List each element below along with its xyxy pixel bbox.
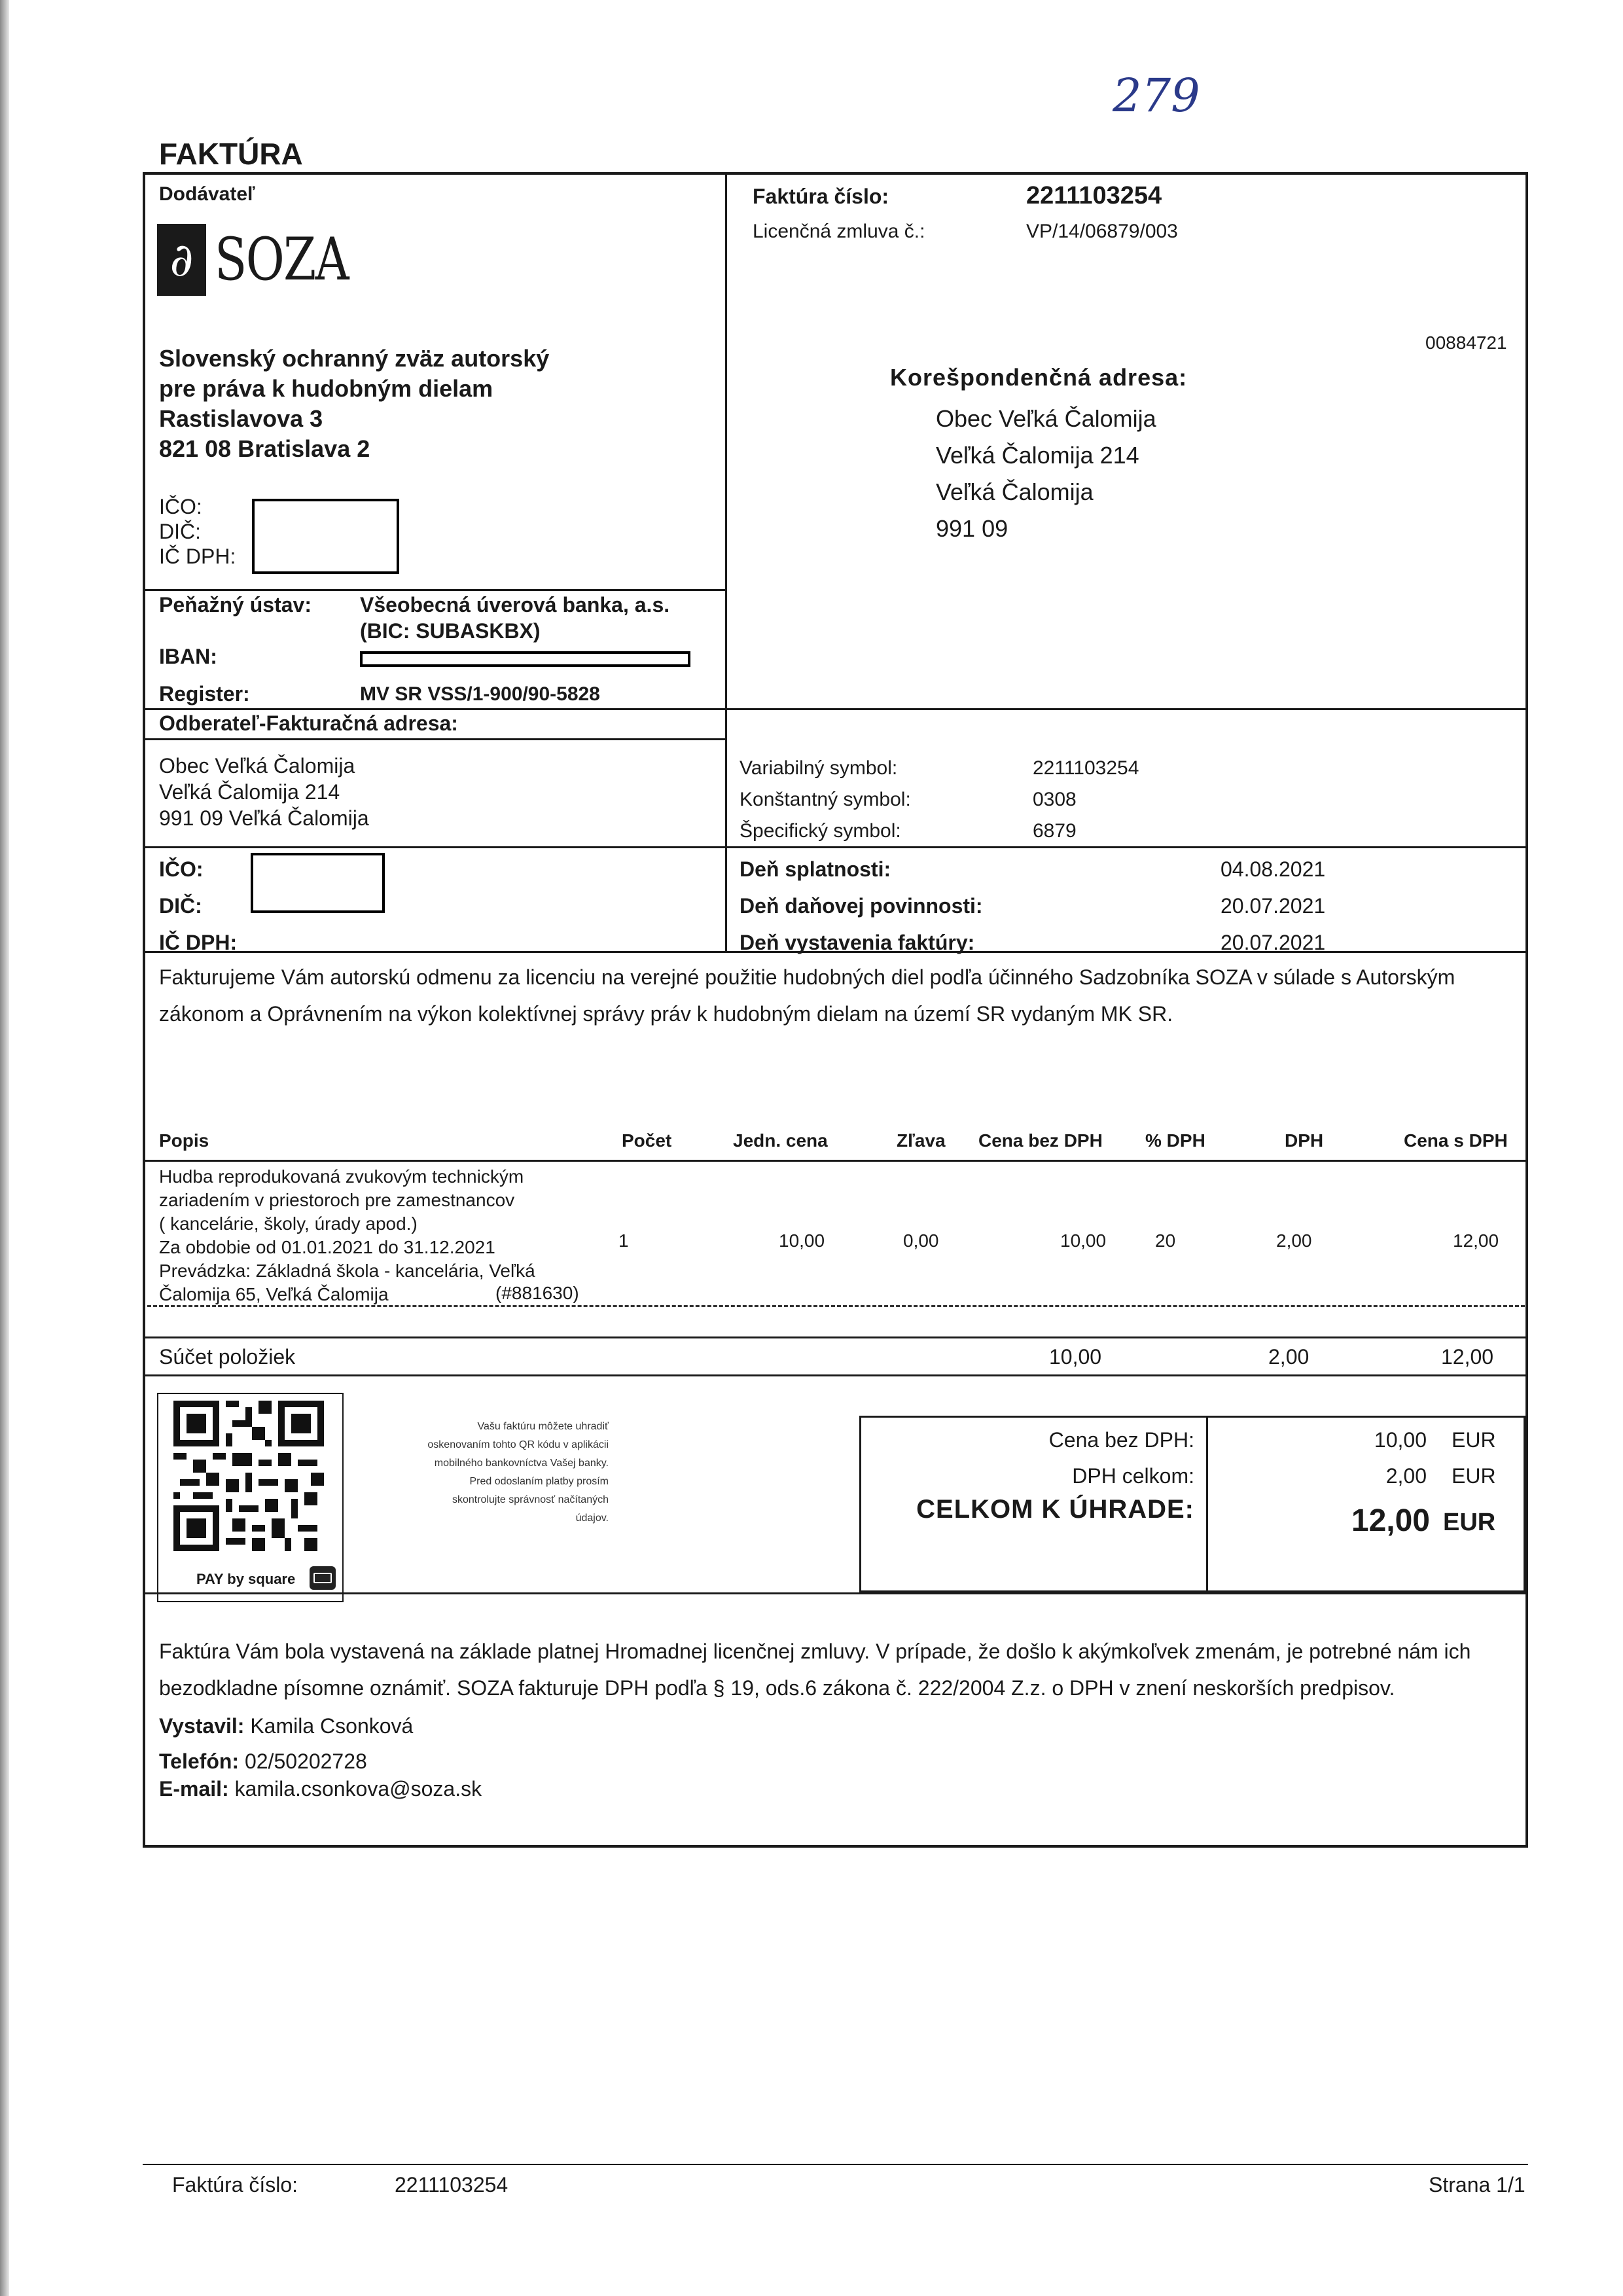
customer-line: Obec Veľká Čalomija [159, 754, 355, 778]
table-row [159, 1165, 535, 1306]
soza-logo [157, 224, 348, 302]
reference-code: 00884721 [1425, 332, 1507, 353]
supplier-icdph-label: IČ DPH: [159, 545, 236, 568]
tax-date-label: Deň daňovej povinnosti: [740, 894, 983, 918]
row-vat-pct: 20 [1155, 1230, 1176, 1251]
row-description-line: zariadením v priestoroch pre zamestnancov [159, 1190, 515, 1210]
intro-line: Fakturujeme Vám autorskú odmenu za licenciu na verejné použitie hudobných diel podľa účinného Sadzobníka SOZA v súlade s Autorským [159, 965, 1455, 989]
row-unit-price: 10,00 [779, 1230, 825, 1251]
totals-divider [1206, 1416, 1208, 1592]
customer-heading: Odberateľ-Fakturačná adresa: [159, 711, 458, 735]
row-description-line: Za obdobie od 01.01.2021 do 31.12.2021 [159, 1237, 495, 1257]
row-net: 10,00 [1060, 1230, 1107, 1251]
row-discount: 0,00 [903, 1230, 939, 1251]
divider-customer-heading [143, 738, 725, 740]
intro-text [159, 959, 1455, 1032]
dates-labels [740, 851, 983, 961]
register-value: MV SR VSS/1-900/90-5828 [360, 683, 600, 705]
issue-date-value: 20.07.2021 [1221, 931, 1326, 954]
totals-total-currency: EUR [1443, 1509, 1496, 1536]
qr-instruction-line: mobilného bankovníctva Vašej banky. [434, 1458, 609, 1469]
symbols-labels [740, 753, 911, 847]
page-footer-rule [143, 2164, 1528, 2165]
pay-by-square-label: PAY by square [196, 1571, 296, 1587]
supplier-tax-labels [159, 494, 236, 569]
invoice-number-value: 2211103254 [1026, 182, 1162, 209]
bank-value: Všeobecná úverová banka, a.s. [360, 593, 670, 617]
issued-by-label: Vystavil: [159, 1714, 245, 1738]
iban-label: IBAN: [159, 645, 217, 668]
sum-label: Súčet položiek [159, 1345, 296, 1369]
intro-line: zákonom a Oprávnením na výkon kolektívnej správy práv k hudobným dielam na území SR vydaným MK SR. [159, 1002, 1173, 1026]
phone-label: Telefón: [159, 1749, 240, 1773]
sum-vat: 2,00 [1268, 1345, 1310, 1369]
supplier-line: pre práva k hudobným dielam [159, 375, 493, 402]
customer-icdph-label: IČ DPH: [159, 931, 238, 954]
row-count: 1 [618, 1230, 629, 1251]
email-value: kamila.csonkova@soza.sk [234, 1777, 482, 1801]
customer-dic-label: DIČ: [159, 894, 202, 918]
col-header-vat-pct: % DPH [1145, 1130, 1205, 1151]
correspondence-line: Veľká Čalomija 214 [936, 442, 1139, 469]
supplier-heading: Dodávateľ [159, 183, 255, 205]
correspondence-heading: Korešpondenčná adresa: [890, 364, 1188, 391]
supplier-dic-label: DIČ: [159, 520, 201, 543]
customer-line: 991 09 Veľká Čalomija [159, 806, 369, 830]
divider-customer [143, 708, 1528, 710]
specific-symbol-value: 6879 [1033, 820, 1077, 842]
supplier-line: Slovenský ochranný zväz autorský [159, 345, 550, 372]
col-header-discount: Zľava [897, 1130, 946, 1151]
due-date-value: 04.08.2021 [1221, 857, 1326, 881]
soza-logo-text: SOZA [215, 225, 348, 294]
invoice-number-label: Faktúra číslo: [753, 185, 889, 208]
totals-net-currency: EUR [1452, 1428, 1496, 1452]
redacted-supplier-tax-ids [252, 499, 399, 574]
footer-note-line: bezodkladne písomne oznámiť. SOZA fakturuje DPH podľa § 19, ods.6 zákona č. 222/2004 Z.z. o DPH v znení neskorších predpisov. [159, 1676, 1395, 1700]
col-header-unit-price: Jedn. cena [733, 1130, 828, 1151]
divider-after-sum [143, 1374, 1528, 1376]
totals-net-label: Cena bez DPH: [1048, 1428, 1194, 1452]
row-divider-dashed [147, 1305, 1525, 1307]
constant-symbol-value: 0308 [1033, 789, 1077, 810]
footer-note [159, 1633, 1471, 1706]
correspondence-address [936, 401, 1156, 547]
totals-vat-value: 2,00 [1385, 1464, 1427, 1488]
sum-net: 10,00 [1049, 1345, 1102, 1369]
col-header-vat: DPH [1285, 1130, 1324, 1151]
totals-net-value: 10,00 [1374, 1428, 1427, 1452]
email-row [159, 1771, 482, 1806]
divider-vertical-top [725, 172, 727, 951]
soza-logo-mark: ∂ [157, 224, 206, 296]
qr-instructions [366, 1418, 609, 1528]
totals-total-value: 12,00 [1351, 1503, 1430, 1538]
qr-instruction-line: Pred odoslaním platby prosím [469, 1476, 609, 1487]
register-label: Register: [159, 682, 250, 706]
row-vat: 2,00 [1276, 1230, 1312, 1251]
correspondence-line: Obec Veľká Čalomija [936, 405, 1156, 432]
dates-values [1221, 851, 1325, 961]
specific-symbol-label: Špecifický symbol: [740, 820, 901, 842]
page-footer-invoice-value: 2211103254 [395, 2173, 508, 2197]
license-label: Licenčná zmluva č.: [753, 221, 925, 242]
correspondence-line: Veľká Čalomija [936, 478, 1094, 505]
symbols-values [1033, 753, 1139, 847]
customer-address [159, 753, 369, 831]
row-code: (#881630) [495, 1283, 579, 1303]
redacted-customer-tax-ids [251, 853, 385, 913]
page-footer-invoice-label: Faktúra číslo: [172, 2173, 298, 2197]
divider-dates [143, 846, 1528, 848]
constant-symbol-label: Konštantný symbol: [740, 789, 911, 810]
issue-date-label: Deň vystavenia faktúry: [740, 931, 975, 954]
divider-footer-note [143, 1592, 1528, 1594]
due-date-label: Deň splatnosti: [740, 857, 891, 881]
divider-table-header [143, 1160, 1528, 1162]
supplier-line: Rastislavova 3 [159, 405, 323, 432]
variable-symbol-label: Variabilný symbol: [740, 757, 898, 779]
scan-edge [0, 0, 9, 2296]
row-description-line: Čalomija 65, Veľká Čalomija [159, 1284, 389, 1304]
divider-bank [143, 589, 725, 591]
col-header-net: Cena bez DPH [978, 1130, 1103, 1151]
page-title: FAKTÚRA [159, 137, 303, 171]
row-description-line: Prevádzka: Základná škola - kancelária, Veľká [159, 1261, 535, 1281]
handwritten-number: 279 [1113, 69, 1200, 122]
qr-instruction-line: oskenovaním tohto QR kódu v aplikácii [427, 1439, 609, 1450]
row-description-line: ( kancelárie, školy, úrady apod.) [159, 1213, 418, 1234]
email-label: E-mail: [159, 1777, 229, 1801]
qr-instruction-line: Vašu faktúru môžete uhradiť [477, 1421, 609, 1432]
row-gross: 12,00 [1453, 1230, 1499, 1251]
tax-date-value: 20.07.2021 [1221, 894, 1326, 918]
phone-value: 02/50202728 [244, 1749, 367, 1773]
license-value: VP/14/06879/003 [1026, 221, 1178, 242]
totals-total-label: CELKOM K ÚHRADE: [916, 1495, 1194, 1524]
qr-instruction-line: skontrolujte správnosť načítaných [452, 1494, 609, 1505]
col-header-gross: Cena s DPH [1404, 1130, 1508, 1151]
issued-by-row [159, 1708, 482, 1744]
bank-label: Peňažný ústav: [159, 593, 312, 617]
divider-intro [143, 951, 1528, 953]
card-icon-stripe [313, 1573, 332, 1583]
totals-vat-label: DPH celkom: [1072, 1464, 1194, 1488]
supplier-line: 821 08 Bratislava 2 [159, 435, 370, 462]
issued-by-value: Kamila Csonková [250, 1714, 414, 1738]
col-header-count: Počet [622, 1130, 672, 1151]
correspondence-line: 991 09 [936, 515, 1008, 542]
divider-sum [143, 1336, 1528, 1338]
customer-ico-label: IČO: [159, 857, 204, 881]
card-icon [310, 1566, 336, 1590]
qr-code-icon [173, 1401, 324, 1551]
bic-value: (BIC: SUBASKBX) [360, 619, 541, 643]
page-footer-page-number: Strana 1/1 [1429, 2173, 1525, 2197]
contact-block [159, 1708, 482, 1806]
sum-gross: 12,00 [1441, 1345, 1494, 1369]
customer-tax-labels [159, 851, 237, 961]
variable-symbol-value: 2211103254 [1033, 757, 1139, 779]
col-header-description: Popis [159, 1130, 209, 1151]
footer-note-line: Faktúra Vám bola vystavená na základe platnej Hromadnej licenčnej zmluvy. V prípade, že došlo k akýmkoľvek zmenám, je potrebné nám ich [159, 1640, 1471, 1663]
supplier-ico-label: IČO: [159, 495, 202, 518]
supplier-name-address [159, 344, 549, 464]
qr-instruction-line: údajov. [575, 1513, 609, 1524]
row-description-line: Hudba reprodukovaná zvukovým technickým [159, 1166, 524, 1187]
redacted-iban [360, 651, 690, 667]
totals-vat-currency: EUR [1452, 1464, 1496, 1488]
customer-line: Veľká Čalomija 214 [159, 780, 340, 804]
